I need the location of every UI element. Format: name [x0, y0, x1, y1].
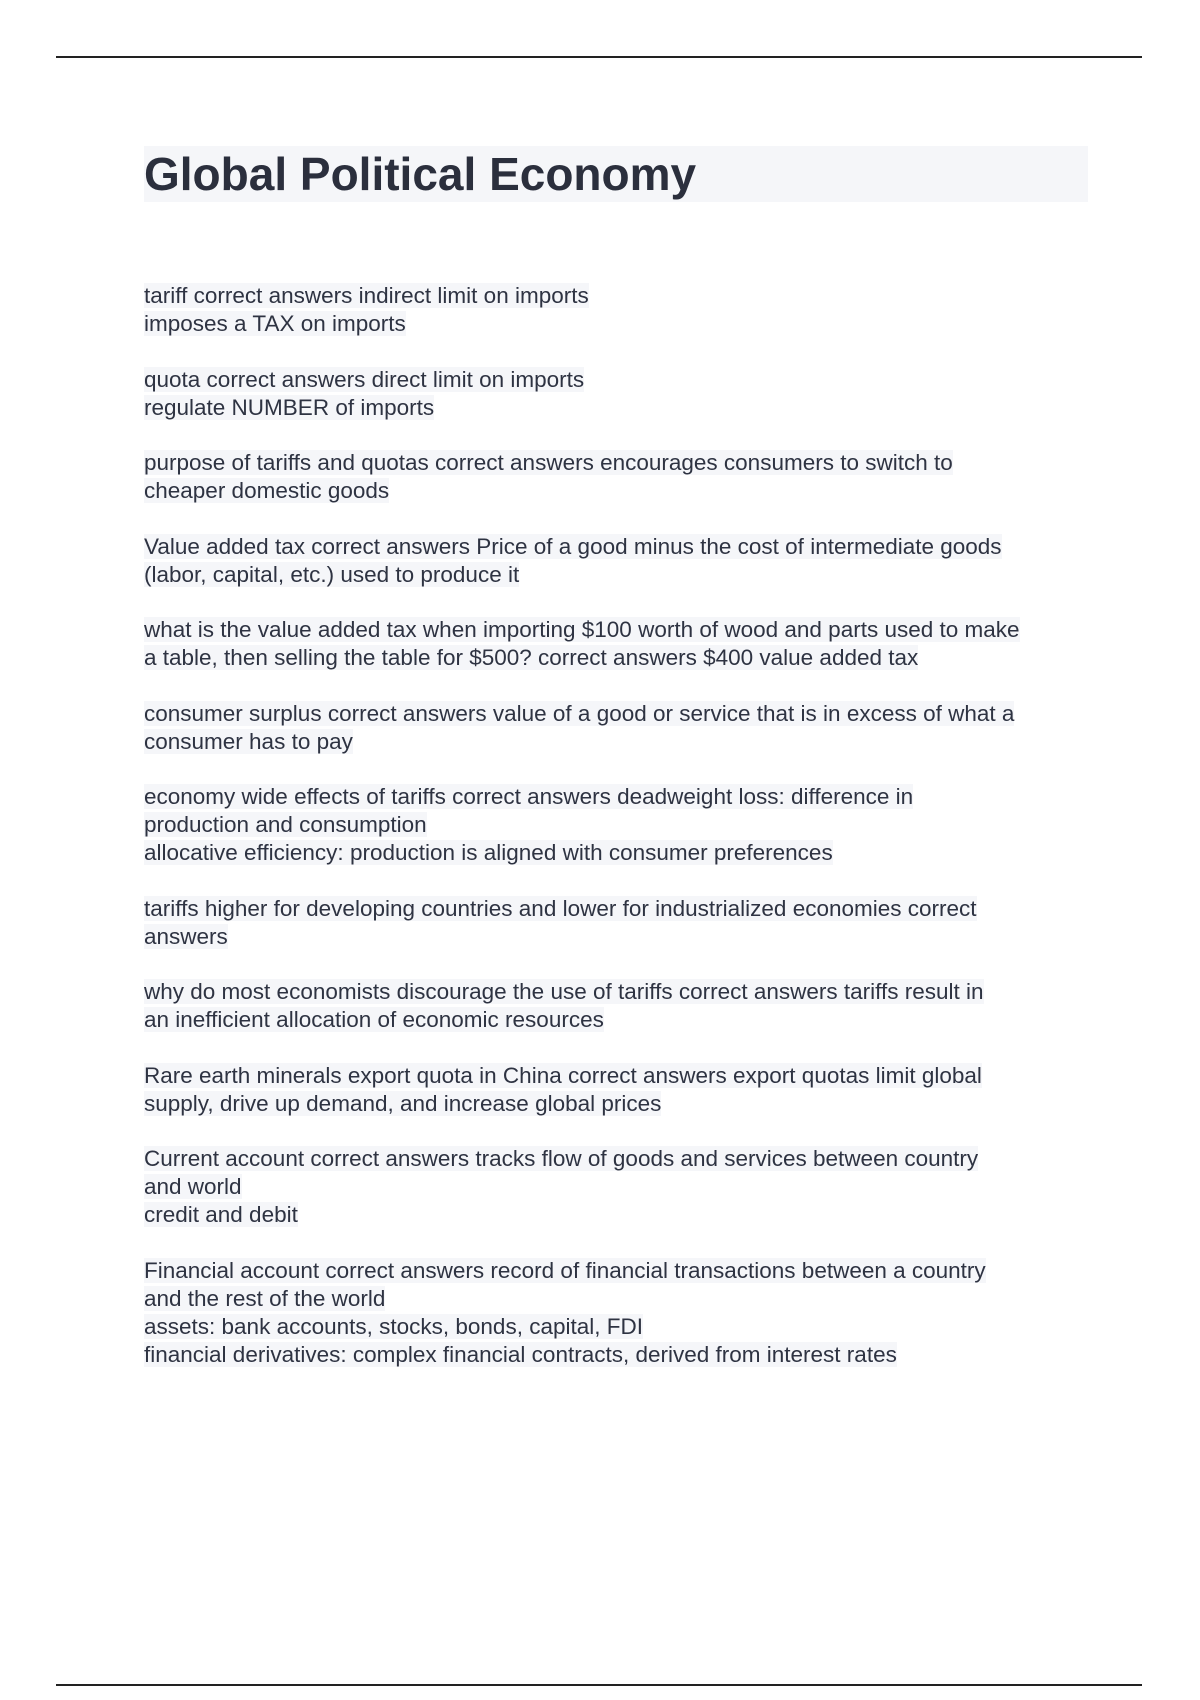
entry-line-text: and the rest of the world: [144, 1285, 386, 1311]
entry-line-text: why do most economists discourage the use of tariffs correct answers tariffs result in: [144, 979, 984, 1004]
entry-line: [144, 1285, 1092, 1313]
entry-line: [144, 895, 1092, 923]
entry-line: [144, 1145, 1092, 1173]
entry-line-text: imposes a TAX on imports: [144, 311, 406, 336]
entry-line-text: consumer has to pay: [144, 728, 353, 754]
entry-line: [144, 1201, 1092, 1229]
entry-line: [144, 1173, 1092, 1201]
entry-line: [144, 1341, 1092, 1369]
entry-line-text: credit and debit: [144, 1202, 298, 1227]
entry-line-text: tariff correct answers indirect limit on imports: [144, 283, 589, 308]
entry-line-text: purpose of tariffs and quotas correct answers encourages consumers to switch to: [144, 450, 953, 475]
flashcard-entry: [144, 700, 1092, 756]
flashcard-entry: [144, 366, 1092, 422]
entry-line-text: assets: bank accounts, stocks, bonds, capital, FDI: [144, 1313, 643, 1339]
entry-line: [144, 533, 1092, 561]
entry-line-text: consumer surplus correct answers value of a good or service that is in excess of what a: [144, 700, 1015, 726]
entry-line: [144, 310, 1092, 338]
entry-line-text: (labor, capital, etc.) used to produce it: [144, 561, 520, 587]
entry-line: [144, 978, 1092, 1006]
entry-line-text: a table, then selling the table for $500? correct answers $400 value added tax: [144, 645, 919, 670]
entry-line: [144, 616, 1092, 644]
flashcard-entry: [144, 449, 1092, 505]
entry-line-text: Current account correct answers tracks flow of goods and services between country: [144, 1146, 979, 1171]
entry-line-text: what is the value added tax when importing $100 worth of wood and parts used to make: [144, 617, 1020, 642]
entry-line-text: economy wide effects of tariffs correct answers deadweight loss: difference in: [144, 784, 914, 809]
flashcard-entry: [144, 1257, 1092, 1369]
flashcard-entry: [144, 1145, 1092, 1229]
entry-line-text: supply, drive up demand, and increase global prices: [144, 1090, 662, 1116]
entry-line-text: allocative efficiency: production is aligned with consumer preferences: [144, 840, 833, 865]
entry-line: [144, 700, 1092, 728]
entry-line: [144, 839, 1092, 867]
entry-line-text: Value added tax correct answers Price of a good minus the cost of intermediate goods: [144, 533, 1002, 559]
entry-line: [144, 811, 1092, 839]
flashcard-entry: [144, 616, 1092, 672]
top-rule: [56, 56, 1142, 58]
entry-line: [144, 394, 1092, 422]
flashcard-entry: [144, 978, 1092, 1034]
entry-line-text: quota correct answers direct limit on imports: [144, 366, 585, 392]
entry-line: [144, 1313, 1092, 1341]
entry-line: [144, 282, 1092, 310]
entry-line-text: and world: [144, 1174, 242, 1199]
bottom-rule: [56, 1684, 1142, 1686]
entry-line-text: tariffs higher for developing countries and lower for industrialized economies correct: [144, 895, 977, 921]
entry-line: [144, 1257, 1092, 1285]
entry-line-text: cheaper domestic goods: [144, 478, 390, 503]
entry-line: [144, 449, 1092, 477]
entry-line-text: answers: [144, 923, 228, 949]
flashcard-entry: [144, 1062, 1092, 1118]
flashcard-entry: [144, 533, 1092, 589]
page-title: Global Political Economy: [144, 146, 1088, 202]
entry-line: [144, 366, 1092, 394]
flashcard-entry: [144, 282, 1092, 338]
entry-line-text: production and consumption: [144, 812, 427, 837]
flashcard-list: [144, 282, 1092, 1396]
flashcard-entry: [144, 895, 1092, 951]
entry-line: [144, 1006, 1092, 1034]
entry-line: [144, 783, 1092, 811]
entry-line: [144, 923, 1092, 951]
entry-line: [144, 1090, 1092, 1118]
entry-line-text: Rare earth minerals export quota in China correct answers export quotas limit global: [144, 1062, 982, 1088]
entry-line-text: financial derivatives: complex financial contracts, derived from interest rates: [144, 1341, 897, 1367]
flashcard-entry: [144, 783, 1092, 867]
entry-line: [144, 1062, 1092, 1090]
entry-line-text: regulate NUMBER of imports: [144, 394, 435, 420]
entry-line: [144, 561, 1092, 589]
entry-line-text: an inefficient allocation of economic resources: [144, 1007, 604, 1032]
entry-line: [144, 728, 1092, 756]
entry-line: [144, 477, 1092, 505]
entry-line: [144, 644, 1092, 672]
entry-line-text: Financial account correct answers record of financial transactions between a country: [144, 1257, 986, 1283]
